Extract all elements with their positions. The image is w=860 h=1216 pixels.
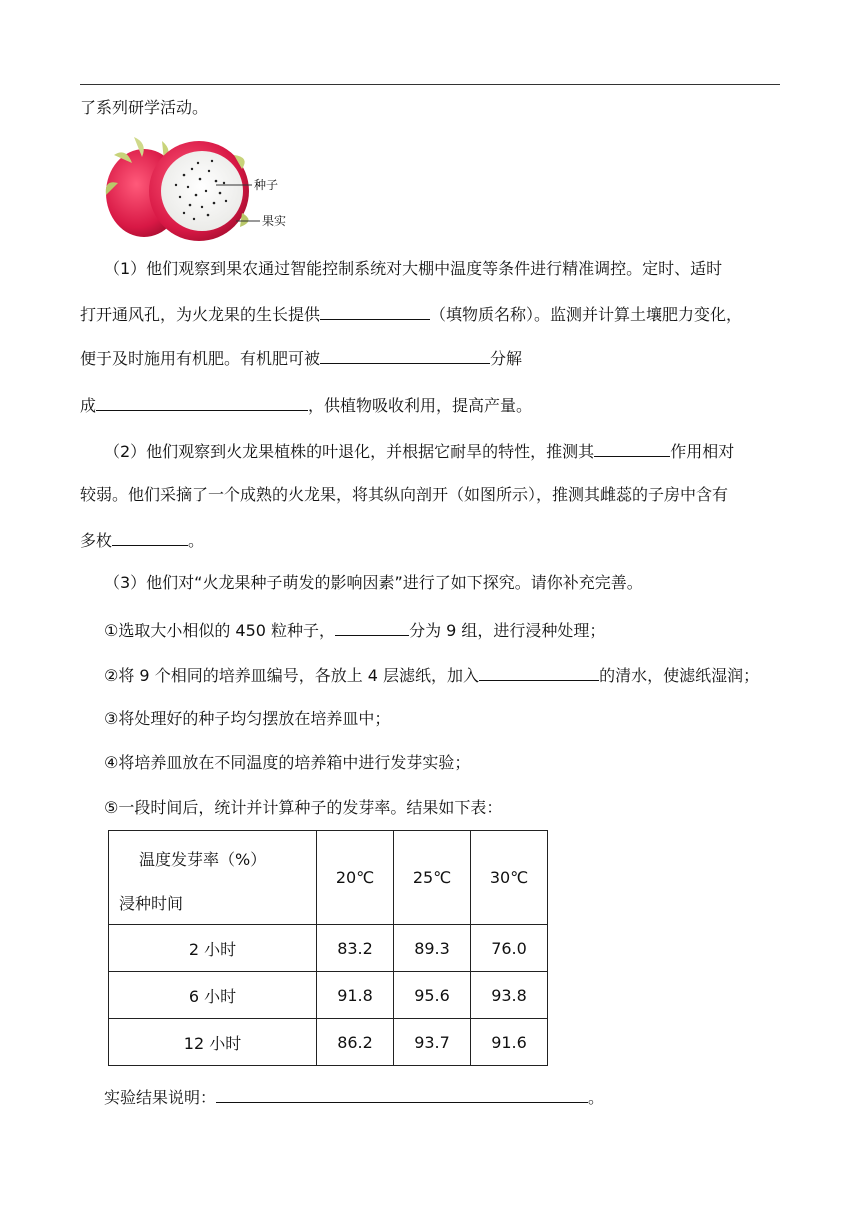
table-cell: 93.7 xyxy=(394,1019,471,1066)
q1-line2-text-a: 打开通风孔，为火龙果的生长提供 xyxy=(80,305,321,324)
table-cell: 86.2 xyxy=(317,1019,394,1066)
q1-line2-text-b: （填物质名称）。监测并计算土壤肥力变化， xyxy=(430,305,743,324)
intro-text: 了系列研学活动。 xyxy=(80,98,209,117)
q2-line3-text-b: 。 xyxy=(188,531,205,550)
q2-line1-text-a: （2）他们观察到火龙果植株的叶退化，并根据它耐旱的特性，推测其 xyxy=(104,442,595,461)
q1-line3-text-b: 分解 xyxy=(490,349,523,368)
table-cell: 91.6 xyxy=(471,1019,548,1066)
q3-line1: （3）他们对“火龙果种子萌发的影响因素”进行了如下探究。请你补充完善。 xyxy=(104,573,643,592)
q3-step2-text-b: 的清水，使滤纸湿润； xyxy=(599,666,760,685)
q1-line3-text-a: 便于及时施用有机肥。有机肥可被 xyxy=(80,349,321,368)
answer-blank-water[interactable] xyxy=(479,664,599,681)
column-header: 25℃ xyxy=(394,831,471,925)
answer-blank-grouping[interactable] xyxy=(335,619,409,636)
q3-step1-text-b: 分为 9 组，进行浸种处理； xyxy=(409,621,606,640)
header-temperature-rate: 温度发芽率（%） xyxy=(139,850,267,869)
q3-step5: ⑤一段时间后，统计并计算种子的发芽率。结果如下表： xyxy=(104,798,503,817)
q3-step1-text-a: ①选取大小相似的 450 粒种子， xyxy=(104,621,336,640)
q1-line2 xyxy=(80,303,742,325)
column-header: 20℃ xyxy=(317,831,394,925)
q2-line1 xyxy=(104,440,734,462)
q1-line4 xyxy=(80,394,532,416)
table-cell: 93.8 xyxy=(471,972,548,1019)
germination-table xyxy=(108,830,548,1066)
q2-line2: 较弱。他们采摘了一个成熟的火龙果，将其纵向剖开（如图所示），推测其雌蕊的子房中含有 xyxy=(80,485,729,504)
table-row xyxy=(109,1019,548,1066)
conclusion-end: 。 xyxy=(588,1088,605,1107)
answer-blank-decomposer[interactable] xyxy=(320,347,490,364)
table-row xyxy=(109,972,548,1019)
conclusion-label: 实验结果说明： xyxy=(104,1088,217,1107)
table-cell: 95.6 xyxy=(394,972,471,1019)
row-label: 6 小时 xyxy=(109,972,317,1019)
table-corner-header xyxy=(109,831,317,925)
conclusion-line xyxy=(104,1086,604,1108)
q3-step3: ③将处理好的种子均匀摆放在培养皿中； xyxy=(104,709,391,728)
column-header: 30℃ xyxy=(471,831,548,925)
table-row xyxy=(109,925,548,972)
q1-line4-text-b: ，供植物吸收利用，提高产量。 xyxy=(308,396,533,415)
table-header-row xyxy=(109,831,548,925)
q3-step4: ④将培养皿放在不同温度的培养箱中进行发芽实验； xyxy=(104,753,471,772)
q2-line1-text-b: 作用相对 xyxy=(670,442,735,461)
table-cell: 91.8 xyxy=(317,972,394,1019)
q1-line3 xyxy=(80,347,522,369)
table-cell: 89.3 xyxy=(394,925,471,972)
answer-blank-function[interactable] xyxy=(594,440,670,457)
header-rule xyxy=(80,84,780,85)
row-label: 12 小时 xyxy=(109,1019,317,1066)
q1-line1: （1）他们观察到果农通过智能控制系统对大棚中温度等条件进行精准调控。定时、适时 xyxy=(104,259,723,278)
table-cell: 83.2 xyxy=(317,925,394,972)
q2-line3-text-a: 多枚 xyxy=(80,531,113,550)
q1-line4-text-a: 成 xyxy=(80,396,97,415)
answer-blank-substance[interactable] xyxy=(320,303,430,320)
answer-blank-conclusion[interactable] xyxy=(216,1086,588,1103)
table-cell: 76.0 xyxy=(471,925,548,972)
q3-step2-text-a: ②将 9 个相同的培养皿编号，各放上 4 层滤纸，加入 xyxy=(104,666,480,685)
seed-label: 种子 xyxy=(254,178,279,192)
fruit-label: 果实 xyxy=(262,214,287,228)
row-label: 2 小时 xyxy=(109,925,317,972)
q3-step2 xyxy=(104,664,759,686)
answer-blank-ovule[interactable] xyxy=(112,529,188,546)
q3-step1 xyxy=(104,619,605,641)
q2-line3 xyxy=(80,529,204,551)
answer-blank-product[interactable] xyxy=(96,394,308,411)
header-soak-time: 浸种时间 xyxy=(119,894,184,913)
